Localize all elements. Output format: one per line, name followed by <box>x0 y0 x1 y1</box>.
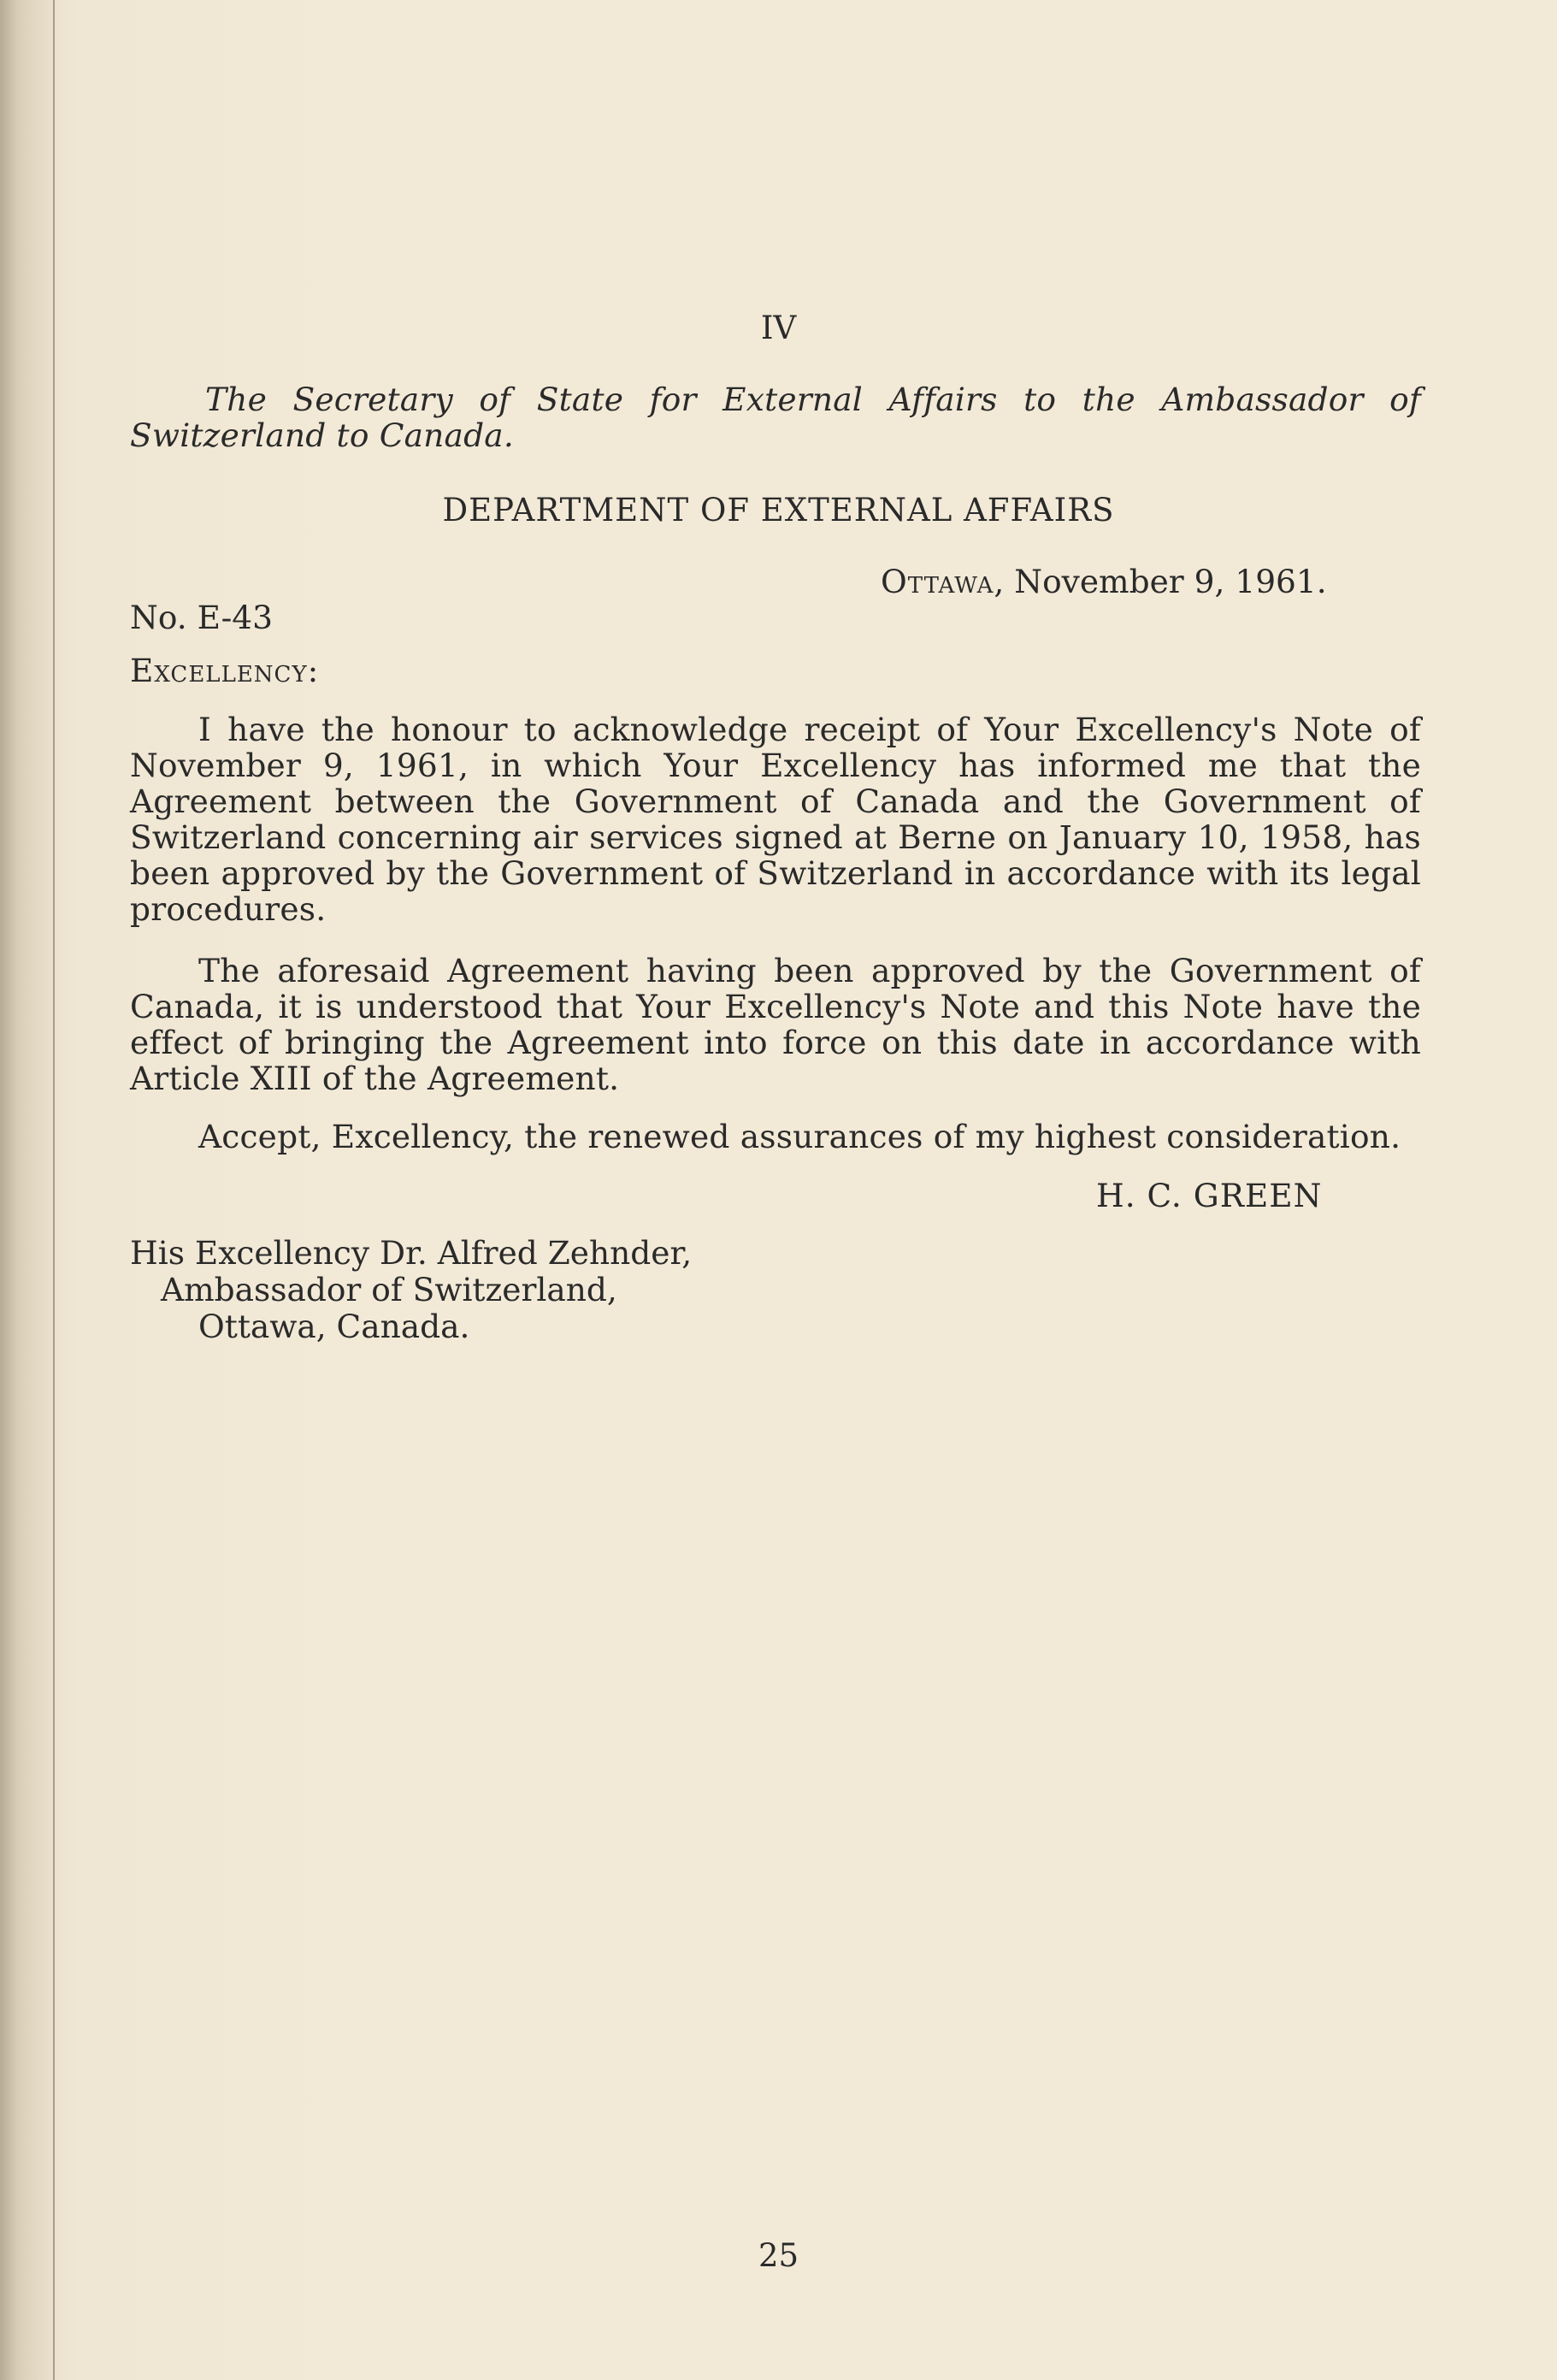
page-binding-shadow <box>0 0 60 2380</box>
addressee-line-2: Ambassador of Switzerland, <box>161 1271 617 1308</box>
dateline-separator: , <box>994 563 1015 600</box>
addressee-line-3: Ottawa, Canada. <box>198 1308 470 1345</box>
dateline-city: Ottawa <box>881 563 994 600</box>
addressee-line-1: His Excellency Dr. Alfred Zehnder, <box>130 1234 693 1272</box>
addressee-block <box>130 1235 692 1345</box>
letter-heading: The Secretary of State for External Affairs to the Ambassador of Switzerland to Canada. <box>130 381 1421 454</box>
paragraph-acknowledgement: I have the honour to acknowledge receipt of Your Excellency's Note of November 9, 1961, in which Your Excellency has informed me that the Agreement between the Government of Canada and the Government of Switzerland concerning air services signed at Berne on January 10, 1958, has been approved by the Government of Switzerland in accordance with its legal procedures. <box>130 711 1421 928</box>
paragraph-closing: Accept, Excellency, the renewed assurances of my highest consideration. <box>198 1118 1401 1155</box>
page-edge-line <box>53 0 55 2380</box>
section-number: IV <box>760 310 797 346</box>
page-number: 25 <box>758 2237 799 2274</box>
paragraph-agreement: The aforesaid Agreement having been approved by the Government of Canada, it is understood that Your Excellency's Note and this Note have the effect of bringing the Agreement into force on this date in accordance with Article XIII of the Agreement. <box>130 952 1421 1097</box>
dateline-date: November 9, 1961. <box>1014 563 1327 600</box>
dateline <box>881 563 1327 600</box>
signature: H. C. GREEN <box>1096 1177 1323 1214</box>
salutation: Excellency: <box>130 652 320 689</box>
department-title: DEPARTMENT OF EXTERNAL AFFAIRS <box>442 492 1115 529</box>
reference-number: No. E-43 <box>130 599 274 636</box>
